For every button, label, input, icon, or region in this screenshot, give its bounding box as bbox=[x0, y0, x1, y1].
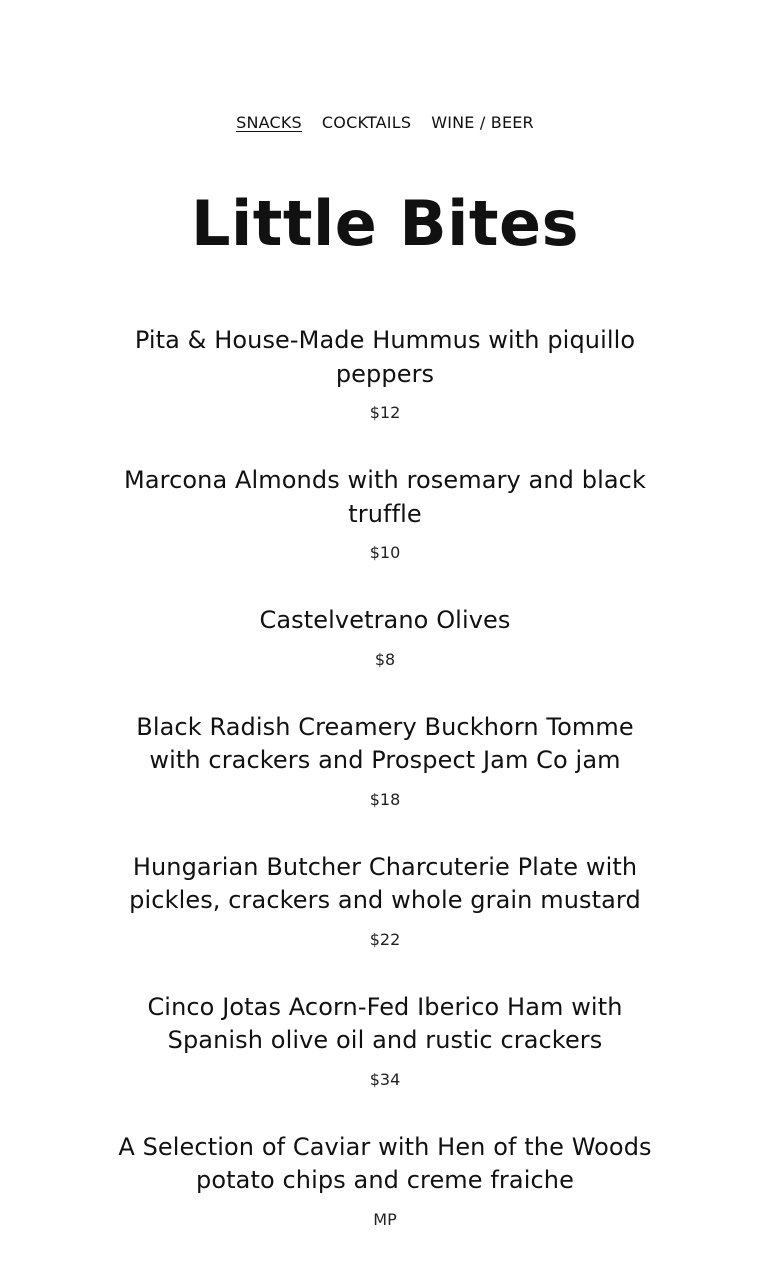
nav-link-wine-beer[interactable]: WINE / BEER bbox=[431, 113, 534, 132]
menu-item bbox=[115, 851, 655, 950]
page-title: Little Bites bbox=[190, 187, 580, 260]
menu-item bbox=[115, 464, 655, 563]
menu-item bbox=[115, 324, 655, 423]
menu-item bbox=[115, 1131, 655, 1230]
menu-item-price: $22 bbox=[369, 929, 401, 949]
menu-item-name: Black Radish Creamery Buckhorn Tomme with crackers and Prospect Jam Co jam bbox=[136, 712, 634, 774]
menu-item bbox=[115, 604, 655, 670]
nav-link-cocktails[interactable]: COCKTAILS bbox=[321, 113, 412, 132]
menu-item-price: $10 bbox=[369, 543, 401, 562]
menu-item bbox=[115, 711, 655, 810]
menu-item-name: Cinco Jotas Acorn-Fed Iberico Ham with Spanish olive oil and rustic crackers bbox=[147, 992, 623, 1054]
menu-item bbox=[115, 991, 655, 1090]
menu-item-price: $18 bbox=[369, 789, 401, 809]
menu-item-name: A Selection of Caviar with Hen of the Woods potato chips and creme fraiche bbox=[118, 1132, 652, 1194]
menu-category-nav bbox=[0, 113, 770, 132]
menu-item-price: $12 bbox=[369, 403, 401, 422]
menu-list bbox=[115, 324, 655, 1271]
menu-item-name: Marcona Almonds with rosemary and black truffle bbox=[124, 466, 646, 528]
menu-item-price: $8 bbox=[374, 649, 396, 669]
menu-item-name: Hungarian Butcher Charcuterie Plate with pickles, crackers and whole grain mustard bbox=[129, 852, 641, 914]
menu-item-price: $34 bbox=[369, 1069, 401, 1089]
menu-item-name: Castelvetrano Olives bbox=[259, 606, 511, 634]
nav-link-snacks[interactable]: SNACKS bbox=[236, 113, 302, 132]
menu-item-price: MP bbox=[373, 1209, 397, 1229]
menu-item-name: Pita & House-Made Hummus with piquillo peppers bbox=[134, 326, 636, 388]
